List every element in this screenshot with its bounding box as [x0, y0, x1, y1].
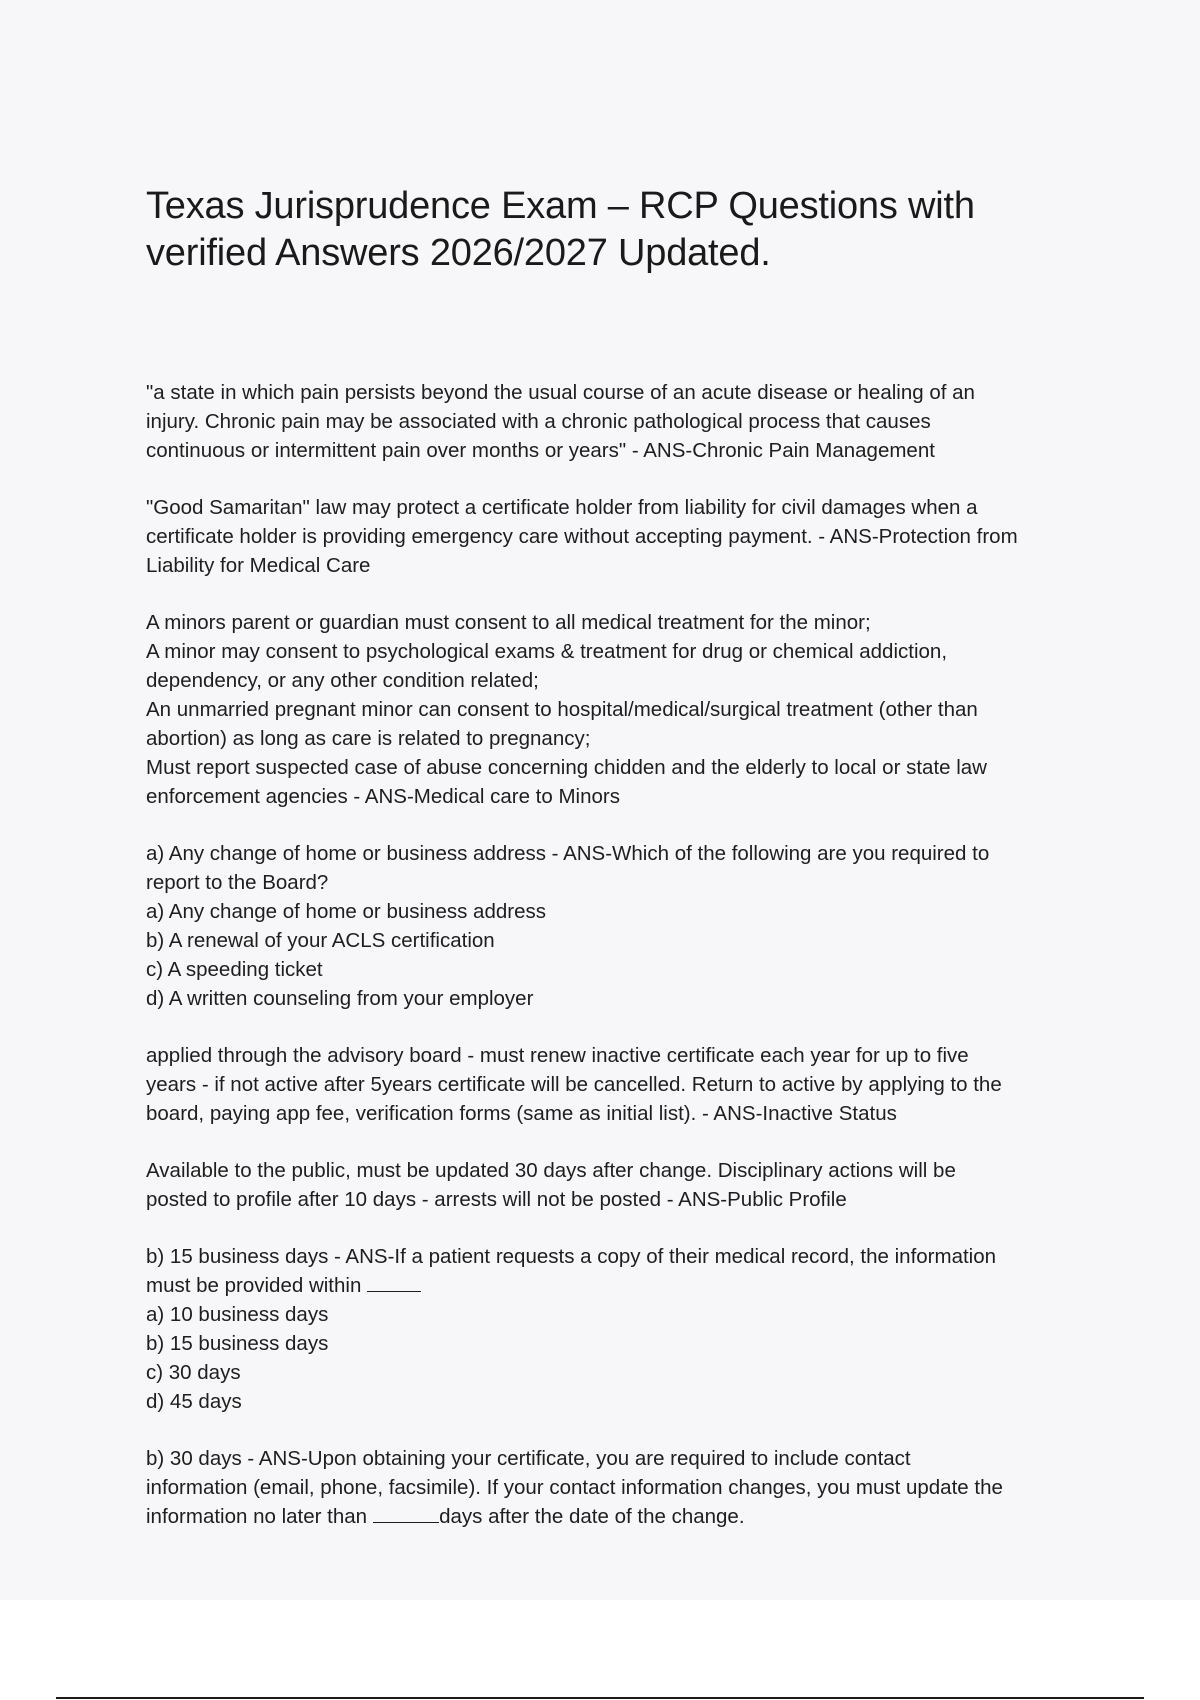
qa-entry-report-to-board — [146, 839, 1096, 1013]
answer-option: d) A written counseling from your employer — [146, 987, 534, 1010]
text-line: dependency, or any other condition related; — [146, 669, 539, 692]
text-line: Liability for Medical Care — [146, 554, 371, 577]
answer-option: d) 45 days — [146, 1390, 242, 1413]
document-body — [146, 378, 1096, 1559]
text-line: years - if not active after 5years certificate will be cancelled. Return to active by applying to the — [146, 1073, 1002, 1096]
qa-entry-medical-record — [146, 1242, 1096, 1416]
qa-entry-inactive-status — [146, 1041, 1096, 1128]
text-line: information (email, phone, facsimile). If your contact information changes, you must update the — [146, 1476, 1003, 1499]
answer-option: c) 30 days — [146, 1361, 241, 1384]
text-line: abortion) as long as care is related to pregnancy; — [146, 727, 591, 750]
text-line — [146, 1271, 1096, 1300]
text-line: "a state in which pain persists beyond the usual course of an acute disease or healing of an — [146, 381, 975, 404]
answer-option: b) 15 business days — [146, 1332, 329, 1355]
fill-in-blank — [367, 1271, 421, 1292]
title-line-2: verified Answers 2026/2027 Updated. — [146, 232, 771, 274]
text-line: board, paying app fee, verification forms (same as initial list). - ANS-Inactive Status — [146, 1102, 897, 1125]
qa-entry-contact-information — [146, 1444, 1096, 1531]
text-segment: days after the date of the change. — [439, 1505, 745, 1528]
text-line: enforcement agencies - ANS-Medical care to Minors — [146, 785, 620, 808]
answer-option: a) 10 business days — [146, 1303, 329, 1326]
text-line: a) Any change of home or business address - ANS-Which of the following are you required to — [146, 842, 990, 865]
document-title — [146, 183, 1086, 277]
text-line: report to the Board? — [146, 871, 329, 894]
text-segment: information no later than — [146, 1505, 368, 1528]
answer-option: c) A speeding ticket — [146, 958, 323, 981]
text-line: b) 30 days - ANS-Upon obtaining your certificate, you are required to include contact — [146, 1447, 911, 1470]
text-line: injury. Chronic pain may be associated with a chronic pathological process that causes — [146, 410, 931, 433]
page-divider — [56, 1697, 1144, 1699]
text-line: applied through the advisory board - must renew inactive certificate each year for up to five — [146, 1044, 969, 1067]
text-line: continuous or intermittent pain over months or years" - ANS-Chronic Pain Management — [146, 439, 935, 462]
text-line: Available to the public, must be updated 30 days after change. Disciplinary actions will be — [146, 1159, 956, 1182]
fill-in-blank — [373, 1502, 439, 1523]
text-line: An unmarried pregnant minor can consent to hospital/medical/surgical treatment (other than — [146, 698, 978, 721]
text-line: certificate holder is providing emergency care without accepting payment. - ANS-Protection from — [146, 525, 1018, 548]
text-line — [146, 1502, 1096, 1531]
text-line: Must report suspected case of abuse concerning chidden and the elderly to local or state law — [146, 756, 987, 779]
qa-entry-public-profile — [146, 1156, 1096, 1214]
qa-entry-chronic-pain — [146, 378, 1096, 465]
qa-entry-minors — [146, 608, 1096, 811]
text-line: b) 15 business days - ANS-If a patient requests a copy of their medical record, the information — [146, 1245, 997, 1268]
title-line-1: Texas Jurisprudence Exam – RCP Questions with — [146, 185, 975, 227]
text-line: A minors parent or guardian must consent to all medical treatment for the minor; — [146, 611, 871, 634]
answer-option: b) A renewal of your ACLS certification — [146, 929, 495, 952]
text-line: A minor may consent to psychological exams & treatment for drug or chemical addiction, — [146, 640, 948, 663]
text-segment: must be provided within — [146, 1274, 362, 1297]
qa-entry-good-samaritan — [146, 493, 1096, 580]
answer-option: a) Any change of home or business address — [146, 900, 546, 923]
text-line: "Good Samaritan" law may protect a certificate holder from liability for civil damages when a — [146, 496, 978, 519]
text-line: posted to profile after 10 days - arrests will not be posted - ANS-Public Profile — [146, 1188, 847, 1211]
